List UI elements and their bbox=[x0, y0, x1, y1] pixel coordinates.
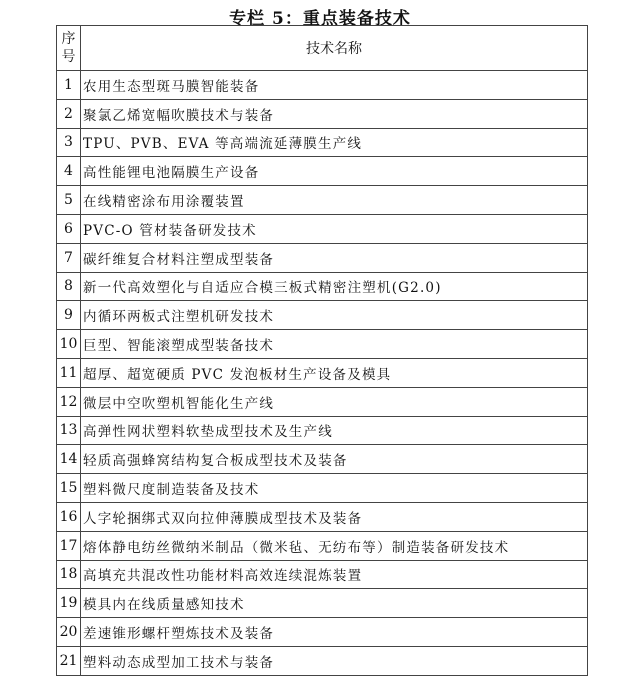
row-number: 12 bbox=[57, 387, 81, 416]
row-number: 21 bbox=[57, 646, 81, 675]
row-number: 7 bbox=[57, 243, 81, 272]
table-row bbox=[57, 243, 588, 272]
table-row bbox=[57, 387, 588, 416]
row-number: 16 bbox=[57, 502, 81, 531]
technology-name: PVC-O 管材装备研发技术 bbox=[81, 214, 588, 243]
technology-name: 聚氯乙烯宽幅吹膜技术与装备 bbox=[81, 99, 588, 128]
table-row bbox=[57, 186, 588, 215]
technology-name: 高弹性网状塑料软垫成型技术及生产线 bbox=[81, 416, 588, 445]
technology-name: 模具内在线质量感知技术 bbox=[81, 589, 588, 618]
table-row bbox=[57, 157, 588, 186]
row-number: 4 bbox=[57, 157, 81, 186]
row-number: 13 bbox=[57, 416, 81, 445]
table-row bbox=[57, 416, 588, 445]
technology-name: 塑料动态成型加工技术与装备 bbox=[81, 646, 588, 675]
table-row bbox=[57, 214, 588, 243]
row-number: 17 bbox=[57, 531, 81, 560]
technology-name: 新一代高效塑化与自适应合模三板式精密注塑机(G2.0) bbox=[81, 272, 588, 301]
table-row bbox=[57, 502, 588, 531]
row-number: 8 bbox=[57, 272, 81, 301]
equipment-technology-table bbox=[56, 25, 588, 676]
table-row bbox=[57, 330, 588, 359]
row-number: 6 bbox=[57, 214, 81, 243]
table-row bbox=[57, 128, 588, 157]
header-seq: 序号 bbox=[57, 26, 81, 71]
technology-name: 超厚、超宽硬质 PVC 发泡板材生产设备及模具 bbox=[81, 358, 588, 387]
header-name: 技术名称 bbox=[81, 26, 588, 71]
technology-name: 巨型、智能滚塑成型装备技术 bbox=[81, 330, 588, 359]
technology-name: 在线精密涂布用涂覆装置 bbox=[81, 186, 588, 215]
table-header-row bbox=[57, 26, 588, 71]
technology-name: TPU、PVB、EVA 等高端流延薄膜生产线 bbox=[81, 128, 588, 157]
row-number: 9 bbox=[57, 301, 81, 330]
row-number: 1 bbox=[57, 71, 81, 100]
row-number: 2 bbox=[57, 99, 81, 128]
row-number: 11 bbox=[57, 358, 81, 387]
row-number: 18 bbox=[57, 560, 81, 589]
row-number: 3 bbox=[57, 128, 81, 157]
row-number: 10 bbox=[57, 330, 81, 359]
technology-name: 塑料微尺度制造装备及技术 bbox=[81, 474, 588, 503]
table-row bbox=[57, 99, 588, 128]
row-number: 19 bbox=[57, 589, 81, 618]
table-row bbox=[57, 358, 588, 387]
table-row bbox=[57, 589, 588, 618]
table-row bbox=[57, 71, 588, 100]
technology-name: 碳纤维复合材料注塑成型装备 bbox=[81, 243, 588, 272]
table-row bbox=[57, 646, 588, 675]
row-number: 14 bbox=[57, 445, 81, 474]
technology-name: 轻质高强蜂窝结构复合板成型技术及装备 bbox=[81, 445, 588, 474]
row-number: 20 bbox=[57, 618, 81, 647]
row-number: 5 bbox=[57, 186, 81, 215]
technology-name: 差速锥形螺杆塑炼技术及装备 bbox=[81, 618, 588, 647]
table-row bbox=[57, 560, 588, 589]
table-row bbox=[57, 445, 588, 474]
technology-name: 高性能锂电池隔膜生产设备 bbox=[81, 157, 588, 186]
table-row bbox=[57, 531, 588, 560]
row-number: 15 bbox=[57, 474, 81, 503]
technology-name: 高填充共混改性功能材料高效连续混炼装置 bbox=[81, 560, 588, 589]
table-row bbox=[57, 618, 588, 647]
technology-name: 内循环两板式注塑机研发技术 bbox=[81, 301, 588, 330]
table-row bbox=[57, 272, 588, 301]
technology-name: 农用生态型斑马膜智能装备 bbox=[81, 71, 588, 100]
table-row bbox=[57, 474, 588, 503]
table-row bbox=[57, 301, 588, 330]
technology-name: 人字轮捆绑式双向拉伸薄膜成型技术及装备 bbox=[81, 502, 588, 531]
technology-name: 微层中空吹塑机智能化生产线 bbox=[81, 387, 588, 416]
technology-name: 熔体静电纺丝微纳米制品（微米毡、无纺布等）制造装备研发技术 bbox=[81, 531, 588, 560]
page-title: 专栏 5：重点装备技术 bbox=[229, 9, 411, 29]
